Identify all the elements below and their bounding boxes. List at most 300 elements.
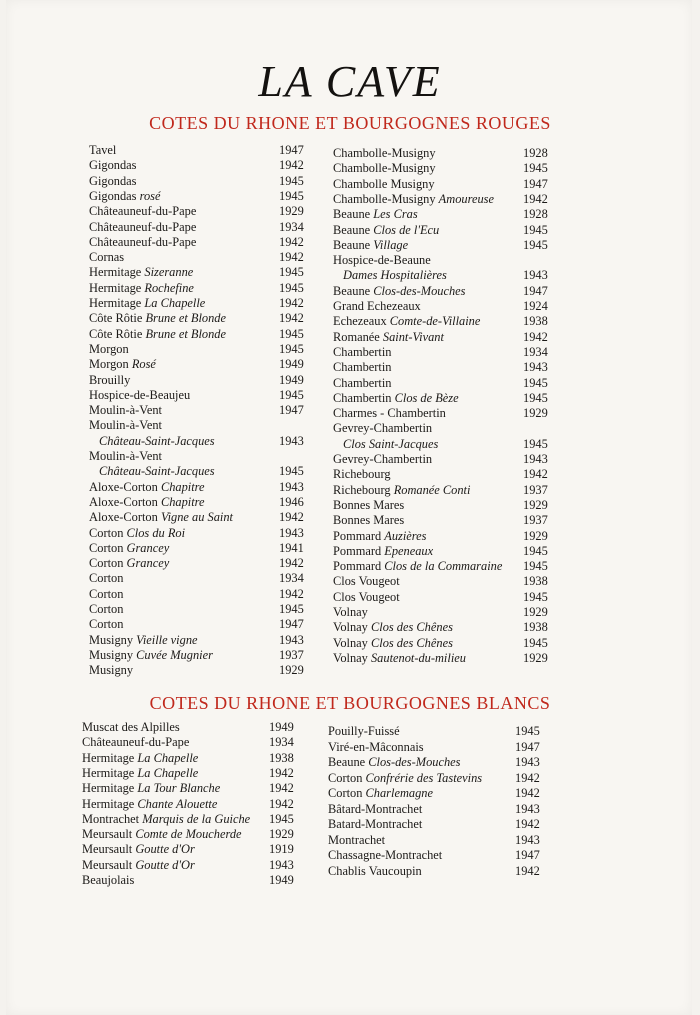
wine-name [89,342,129,357]
wine-name-part: Echezeaux [333,314,390,329]
wine-entry [89,342,319,357]
vintage-year: 1919 [269,842,294,857]
wine-name-part: Aloxe-Corton [89,479,161,494]
vintage-year: 1942 [515,786,540,800]
wine-name [89,388,190,403]
wine-cuvee: Dames Hospitalières [343,268,447,283]
wine-cuvee: Goutte d'Or [135,842,195,857]
wine-entry [89,526,319,541]
vintage-year: 1945 [523,237,548,252]
wine-entry [333,620,563,635]
wine-name [89,327,226,342]
vintage-year: 1947 [523,283,548,298]
wine-cuvee: Chapitre [160,479,205,494]
vintage-year: 1929 [523,605,548,619]
vintage-year: 1943 [269,857,294,872]
wine-name-part: Gevrey-Chambertin [333,452,433,466]
wine-entry [89,189,319,204]
wine-name-part: Chassagne-Montrachet [328,848,443,862]
wine-name-part: Richebourg [333,482,394,497]
vintage-year: 1945 [279,188,304,203]
vintage-year: 1938 [523,574,548,589]
wine-cuvee: Charlemagne [365,786,433,800]
wine-entry [82,842,309,857]
wine-name [89,357,156,372]
wine-name-part: Musigny [89,663,134,678]
wine-name-part: Montrachet [328,832,386,847]
wine-name [333,177,435,192]
vintage-year: 1929 [269,827,294,842]
wine-name [82,720,180,735]
vintage-year: 1934 [269,735,294,750]
wine-name [89,617,123,632]
page-title: LA CAVE [258,57,442,106]
wine-entry [89,281,319,296]
wine-entry [89,403,319,418]
wine-cuvee: Vigne au Saint [160,510,233,525]
vintage-year: 1949 [279,357,304,372]
wine-name-part: Châteauneuf-du-Pape [89,234,197,249]
wine-name-part: Chablis Vaucoupin [328,863,422,878]
wine-name [89,480,205,495]
wine-name-part: Chambertin [333,375,392,390]
wine-name [89,158,137,173]
vintage-year: 1929 [523,528,548,543]
vintage-year: 1937 [523,513,548,528]
wine-cuvee: Brune et Blonde [145,326,226,341]
wine-entry [89,388,319,403]
wine-cuvee: Saint-Vivant [382,329,444,344]
wine-name-part: Moulin-à-Vent [89,403,162,418]
wine-cuvee: Sizeranne [144,265,194,280]
wine-name [333,299,421,314]
wine-name [89,311,226,326]
wine-entry [333,223,563,238]
wine-entry [89,250,319,265]
wine-entry [328,864,555,880]
vintage-year: 1943 [515,832,540,847]
vintage-year: 1942 [279,556,304,571]
wine-name [82,735,189,750]
wine-cuvee: Clos Saint-Jacques [343,436,439,451]
wine-name [82,842,195,857]
vintage-year: 1942 [279,250,304,265]
vintage-year: 1942 [269,781,294,796]
wine-name-part: Musigny [89,647,137,662]
vintage-year: 1943 [515,801,540,816]
wine-name [333,483,470,498]
wine-name-part: Corton [89,602,124,616]
wine-name [82,797,217,812]
wine-entry [89,220,319,235]
wine-entry [89,495,319,510]
wine-name [333,590,400,605]
wine-name [333,207,418,222]
wine-name-part: Meursault [82,842,136,857]
wine-name [328,817,422,832]
wine-name-part: Aloxe-Corton [89,494,161,509]
wine-name-part: Beaune [333,283,374,298]
vintage-year: 1938 [523,314,548,329]
wine-entry [89,158,319,173]
vintage-year: 1949 [269,873,294,887]
wine-entry [333,651,563,666]
wine-name [333,544,433,559]
wine-name-part: Pouilly-Fuissé [328,724,400,738]
wine-name-part: Clos Vougeot [333,589,400,604]
wine-name [82,781,220,796]
vintage-year: 1949 [279,372,304,387]
vintage-year: 1943 [279,632,304,647]
wine-entry [89,327,319,342]
wine-entry [82,781,309,796]
wine-name-part: Gigondas [89,173,137,188]
wine-cuvee: rosé [139,188,161,203]
wine-name-part: Beaune [333,207,374,222]
wine-name [333,376,392,391]
wine-name-part: Montrachet [82,811,143,826]
wine-name-part: Chambertin [333,360,392,375]
wine-cuvee: Brune et Blonde [145,311,226,326]
wine-name-part: Bonnes Mares [333,497,405,512]
wine-name-part: Côte Rôtie [89,326,146,341]
wine-name-part: Romanée [333,329,383,344]
wine-name-part: Bonnes Mares [333,513,405,528]
wine-name [328,755,461,770]
vintage-year: 1947 [515,739,540,754]
wine-name [89,220,196,235]
wine-name [89,571,123,586]
wine-name [89,556,169,571]
vintage-year: 1938 [269,750,294,765]
wine-name [333,406,446,421]
vintage-year: 1945 [523,559,548,574]
wine-subname [99,464,215,479]
wine-name [333,391,459,406]
wine-name [89,633,198,648]
wine-name-part: Chambolle-Musigny [333,146,436,160]
wine-cuvee: Chante Alouette [137,796,218,811]
wine-name-part: Hermitage [89,296,145,310]
wine-entry [333,498,563,513]
wine-name-part: Charmes - Chambertin [333,406,446,421]
vintage-year: 1929 [279,204,304,219]
wine-name-part: Châteauneuf-du-Pape [89,204,197,219]
wine-name-part: Gevrey-Chambertin [333,421,433,436]
vintage-year: 1943 [279,433,304,448]
wine-entry [89,648,319,663]
wine-name [89,602,123,617]
wine-name-part: Hospice-de-Beaujeu [89,387,191,402]
wine-name-part: Corton [89,586,124,601]
wine-name [328,864,422,879]
vintage-year: 1942 [279,510,304,525]
wine-entry [328,724,555,740]
wine-name [89,235,196,250]
wine-entry [333,467,563,482]
wine-entry [89,663,319,678]
wine-name [89,449,162,464]
wine-entry [328,786,555,802]
wine-name [328,724,400,739]
wine-cuvee: Clos-des-Mouches [368,755,461,769]
wine-name-part: Pommard [333,528,385,543]
wine-name [89,587,123,602]
vintage-year: 1929 [523,406,548,421]
vintage-year: 1945 [523,375,548,390]
wine-name-part: Hospice-de-Beaune [333,253,431,268]
wine-name [333,284,466,299]
wine-entry [333,146,563,161]
wine-name [89,541,169,556]
wine-cuvee: Amoureuse [438,191,494,206]
wine-cuvee: La Chapelle [137,750,199,765]
vintage-year: 1942 [269,796,294,811]
wine-name [89,296,205,311]
wine-entry [333,253,563,284]
wine-entry [333,544,563,559]
wine-name [333,620,453,635]
wine-cuvee: La Tour Blanche [137,781,221,796]
wine-cuvee: Château-Saint-Jacques [99,433,215,448]
wine-name [333,146,436,161]
wine-cuvee: Marquis de la Guiche [142,811,251,826]
wine-entry [333,177,563,192]
wine-name-part: Muscat des Alpilles [82,720,180,734]
wine-name [333,498,404,513]
wine-entry [333,421,563,452]
wine-name [333,605,368,620]
wine-subname [99,434,215,449]
vintage-year: 1942 [515,863,540,878]
wine-name [89,526,185,541]
vintage-year: 1937 [523,482,548,497]
vintage-year: 1942 [279,234,304,249]
wine-cuvee: Epeneaux [384,543,434,558]
wine-name-part: Hermitage [82,750,138,765]
wine-entry [82,766,309,781]
wine-name [333,345,392,360]
wine-name-part: Hermitage [82,781,138,796]
vintage-year: 1941 [279,540,304,555]
wine-name [333,529,427,544]
wine-name [82,873,134,888]
wine-cuvee: Les Cras [373,207,418,222]
wine-name [333,161,436,176]
vintage-year: 1937 [279,647,304,662]
wine-name [82,812,250,827]
vintage-year: 1945 [523,635,548,650]
wine-name-part: Corton [89,525,127,540]
wine-entry [89,449,319,480]
vintage-year: 1942 [515,817,540,831]
vintage-year: 1945 [279,464,304,479]
wine-name-part: Corton [89,617,124,632]
wine-name [89,281,194,296]
wine-cuvee: Grancey [126,556,170,571]
wine-name-part: Batard-Montrachet [328,817,423,831]
wine-cuvee: Romanée Conti [393,482,471,497]
wine-cuvee: Château-Saint-Jacques [99,464,215,479]
wine-entry [333,483,563,498]
wine-entry [89,311,319,326]
wine-name-part: Clos Vougeot [333,574,400,589]
vintage-year: 1942 [279,311,304,326]
wine-name [82,751,198,766]
vintage-year: 1945 [279,326,304,341]
wine-name-part: Aloxe-Corton [89,510,161,525]
wine-name-part: Brouilly [89,372,131,387]
vintage-year: 1929 [279,663,304,678]
wine-entry [333,574,563,589]
vintage-year: 1945 [279,387,304,402]
wine-entry [333,376,563,391]
vintage-year: 1949 [269,720,294,734]
vintage-year: 1942 [279,296,304,310]
wine-name-part: Viré-en-Mâconnais [328,739,424,754]
vintage-year: 1945 [523,589,548,604]
wine-entry [82,751,309,766]
wine-entry [328,817,555,833]
wine-entry [333,238,563,253]
wine-entry [333,299,563,314]
wine-entry [328,802,555,818]
wine-entry [82,735,309,750]
wine-name-part: Hermitage [89,265,145,280]
wine-name-part: Volnay [333,620,371,635]
wine-name-part: Corton [89,540,127,555]
wine-cuvee: Clos des Chênes [370,620,453,635]
vintage-year: 1934 [523,344,548,359]
vintage-year: 1947 [279,617,304,632]
wine-cuvee: Village [373,237,409,252]
wine-name-part: Côte Rôtie [89,311,146,326]
wine-cuvee: La Chapelle [137,765,199,780]
wine-name-part: Morgon [89,341,129,356]
wine-entry [333,360,563,375]
wine-name [333,360,392,375]
vintage-year: 1942 [523,191,548,206]
wine-entry [89,510,319,525]
wine-entry [89,265,319,280]
wine-entry [333,161,563,176]
wine-subname [343,437,438,452]
wine-name [333,452,432,467]
wine-name-part: Corton [89,571,124,586]
wine-name [89,174,137,189]
vintage-year: 1943 [515,755,540,769]
wine-cuvee: Clos du Roi [126,525,186,540]
vintage-year: 1942 [279,586,304,601]
vintage-year: 1943 [523,452,548,466]
wine-name [328,786,433,801]
wine-name-part: Musigny [89,632,137,647]
wine-cuvee: Clos de l'Ecu [373,222,440,237]
wine-name-part: Gigondas [89,188,140,203]
wine-entry [333,590,563,605]
wine-entry [333,345,563,360]
vintage-year: 1947 [279,143,304,157]
wine-name [333,467,391,482]
wine-name-part: Meursault [82,857,136,872]
wine-entry [89,633,319,648]
wine-name [89,663,133,678]
wine-entry [89,602,319,617]
wine-entry [89,480,319,495]
vintage-year: 1943 [279,479,304,494]
wine-entry [333,284,563,299]
wine-name-part: Volnay [333,650,371,665]
wine-name-part: Corton [328,770,366,785]
wine-name-part: Chambolle-Musigny [333,161,436,176]
wine-entry [333,452,563,467]
wine-entry [89,556,319,571]
wine-entry [333,559,563,574]
wine-cuvee: Auzières [384,528,427,543]
wine-cuvee: Comte-de-Villaine [389,314,481,329]
wine-entry [328,833,555,849]
vintage-year: 1929 [523,650,548,665]
wine-cuvee: Clos-des-Mouches [373,283,466,298]
wine-cuvee: Comte de Moucherde [135,827,242,842]
wine-name [89,418,162,433]
wine-name-part: Châteauneuf-du-Pape [89,219,197,234]
wine-entry [82,827,309,842]
wine-entry [82,797,309,812]
vintage-year: 1946 [279,494,304,509]
wine-entry [333,314,563,329]
wine-name-part: Hermitage [82,765,138,780]
wine-name-part: Chambolle-Musigny [333,191,439,206]
wine-cuvee: Clos de la Commaraine [384,559,503,574]
vintage-year: 1942 [515,770,540,785]
wine-entry [82,873,309,888]
wine-entry [328,740,555,756]
wine-name [89,204,196,219]
wine-cuvee: Rochefine [144,280,194,295]
wine-name [89,510,233,525]
wine-name [333,651,466,666]
wine-name-part: Chambolle Musigny [333,176,435,191]
wine-name-part: Grand Echezeaux [333,299,421,313]
wine-name-part: Gigondas [89,158,137,173]
wine-entry [328,848,555,864]
wine-name [328,848,442,863]
wine-name [333,223,439,238]
wine-name [328,771,482,786]
wine-name [333,330,444,345]
wine-entry [89,373,319,388]
vintage-year: 1945 [523,161,548,176]
wine-entry [89,357,319,372]
wine-name-part: Cornas [89,250,125,265]
wine-name-part: Volnay [333,635,371,650]
vintage-year: 1938 [523,620,548,635]
vintage-year: 1945 [523,436,548,451]
vintage-year: 1943 [523,268,548,283]
wine-entry [89,296,319,311]
vintage-year: 1945 [279,280,304,295]
vintage-year: 1942 [523,467,548,482]
wine-cuvee: Grancey [126,540,170,555]
vintage-year: 1943 [279,525,304,540]
wine-name [82,858,195,873]
wine-entry [89,174,319,189]
wine-cuvee: Chapitre [160,494,205,509]
wine-name [89,189,160,204]
wine-name [82,827,242,842]
wine-name-part: Beaune [328,755,369,769]
